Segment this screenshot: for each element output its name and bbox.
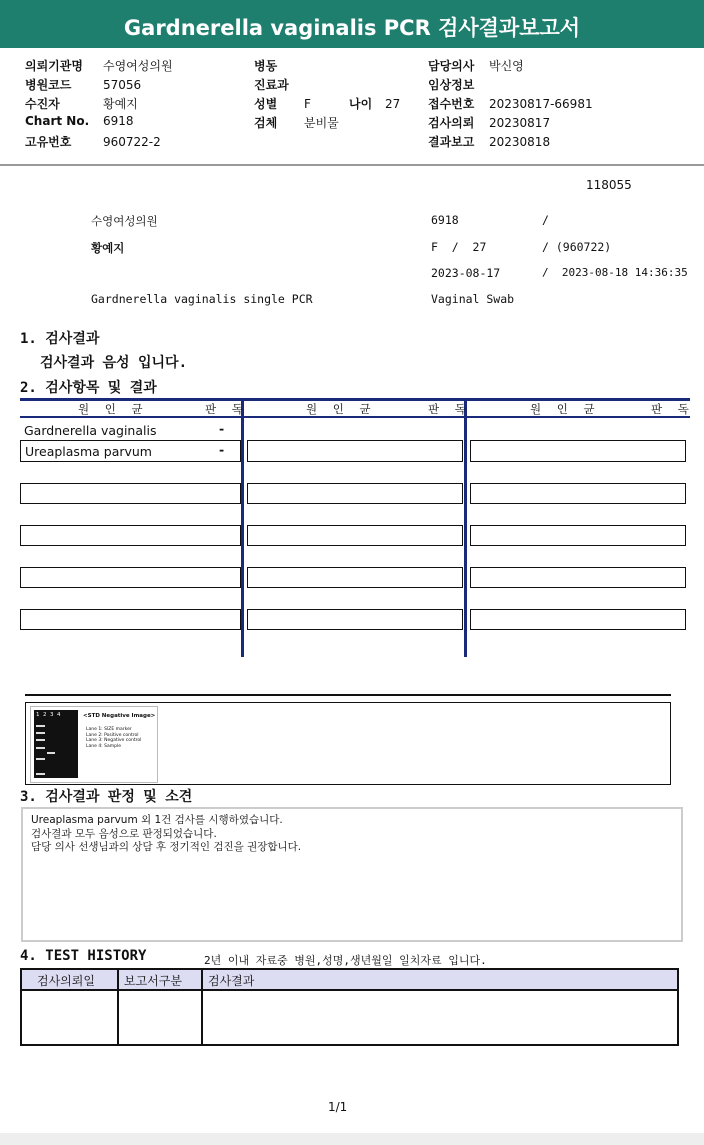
result-cell — [20, 567, 241, 588]
section2-title: 2. 검사항목 및 결과 — [20, 380, 157, 396]
opinion-line: 검사결과 모두 음성으로 판정되었습니다. — [31, 827, 217, 840]
opinion-line: Ureaplasma parvum 외 1건 검사를 시행하였습니다. — [31, 814, 283, 826]
report-title: Gardnerella vaginalis PCR 검사결과보고서 — [0, 0, 704, 48]
header-col3 — [428, 57, 593, 152]
header-col2 — [254, 57, 400, 133]
summary-test-name: Gardnerella vaginalis single PCR — [91, 292, 313, 306]
col-judgement-1: 판 독 — [205, 402, 249, 416]
table-col-divider-2 — [464, 398, 467, 657]
summary-request-date: 2023-08-17 — [431, 266, 501, 280]
summary-clinic: 수영여성의원 — [91, 214, 158, 228]
result-cell — [470, 440, 686, 462]
receipt-no-value: 20230817-66981 — [489, 97, 593, 111]
summary-patient: 황예지 — [91, 241, 125, 255]
opinion-line: 담당 의사 선생님과의 상담 후 정기적인 검진을 권장합니다. — [31, 841, 302, 853]
requesting-clinic-label: 의뢰기관명 — [25, 59, 83, 73]
result-cell — [247, 609, 463, 630]
result-cell — [247, 567, 463, 588]
section3-title: 3. 검사결과 판정 및 소견 — [20, 789, 193, 805]
page-bottom-strip — [0, 1133, 704, 1145]
history-header-row — [22, 970, 677, 991]
section4-title: 4. TEST HISTORY — [20, 948, 147, 964]
summary-birth: / (960722) — [542, 240, 612, 254]
doctor-value: 박신영 — [489, 59, 524, 73]
history-header-type: 보고서구분 — [124, 974, 182, 988]
result-cell — [470, 567, 686, 588]
requesting-clinic-value: 수영여성의원 — [103, 59, 173, 73]
result-cell — [470, 525, 686, 546]
result-row-1-value: - — [219, 421, 225, 436]
section4-note: 2년 이내 자료중 병원,성명,생년월일 일치자료 입니다. — [204, 954, 487, 967]
unique-no-value: 960722-2 — [103, 135, 161, 149]
result-cell — [470, 609, 686, 630]
age-value: 27 — [385, 97, 401, 111]
result-cell — [470, 483, 686, 504]
patient-label: 수진자 — [25, 97, 60, 111]
gel-image — [30, 706, 158, 783]
gel-legend-item: Lane 4: Sample — [86, 743, 121, 749]
clinical-info-label: 임상정보 — [428, 78, 475, 92]
gel-caption: <STD Negative Image> — [83, 713, 156, 719]
specimen-label: 검체 — [254, 116, 278, 130]
result-cell — [247, 525, 463, 546]
table-col-divider-1 — [241, 398, 244, 657]
age-label: 나이 — [349, 97, 373, 111]
gel-lane-numbers: 1 2 3 4 — [36, 712, 61, 718]
section1-title: 1. 검사결과 — [20, 331, 100, 347]
section1-result: 검사결과 음성 입니다. — [40, 355, 188, 371]
request-date-value: 20230817 — [489, 116, 551, 130]
summary-sex-age: F / 27 — [431, 240, 487, 254]
department-label: 진료과 — [254, 78, 289, 92]
history-header-date: 검사의뢰일 — [37, 974, 95, 988]
col-judgement-2: 판 독 — [428, 402, 472, 416]
chart-no-label: Chart No. — [25, 114, 90, 128]
result-cell — [247, 483, 463, 504]
request-date-label: 검사의뢰 — [428, 116, 475, 130]
result-cell — [20, 609, 241, 630]
summary-slash: / — [542, 213, 549, 227]
history-table — [20, 968, 679, 1046]
page-number: 1/1 — [328, 1100, 348, 1114]
result-row-2 — [20, 440, 241, 462]
unique-no-label: 고유번호 — [25, 135, 72, 149]
summary-id: 118055 — [586, 178, 632, 192]
result-row-2-name: Ureaplasma parvum — [25, 444, 152, 459]
col-judgement-3: 판 독 — [651, 402, 695, 416]
result-cell — [20, 483, 241, 504]
chart-no-value: 6918 — [103, 114, 134, 128]
report-date-label: 결과보고 — [428, 135, 475, 149]
opinion-text — [31, 814, 301, 855]
ward-label: 병동 — [254, 59, 278, 73]
receipt-no-label: 접수번호 — [428, 97, 475, 111]
gel-top-rule — [25, 694, 671, 696]
summary-specimen: Vaginal Swab — [431, 292, 515, 306]
doctor-label: 담당의사 — [428, 59, 475, 73]
result-cell — [20, 525, 241, 546]
sex-label: 성별 — [254, 97, 278, 111]
header-divider — [0, 164, 704, 166]
patient-value: 황예지 — [103, 97, 138, 111]
gel-legend — [86, 727, 141, 749]
opinion-box — [21, 807, 683, 942]
gel-legend-item: Lane 2: Positive control — [86, 732, 139, 738]
col-organism-1: 원 인 균 — [78, 402, 149, 416]
specimen-value: 분비물 — [304, 116, 339, 130]
report-date-value: 20230818 — [489, 135, 551, 149]
hospital-code-label: 병원코드 — [25, 78, 72, 92]
gel-legend-item: Lane 3: Negative control — [86, 738, 142, 743]
gel-legend-item: Lane 1: SIZE marker — [86, 727, 132, 732]
col-organism-3: 원 인 균 — [530, 402, 601, 416]
history-col-divider — [201, 970, 203, 1044]
result-cell — [247, 440, 463, 462]
history-header-result: 검사결과 — [208, 974, 255, 988]
summary-chart: 6918 — [431, 213, 459, 227]
gel-photo — [34, 710, 78, 778]
hospital-code-value: 57056 — [103, 78, 142, 92]
result-row-1-name: Gardnerella vaginalis — [24, 423, 157, 438]
history-col-divider — [117, 970, 119, 1044]
col-organism-2: 원 인 균 — [306, 402, 377, 416]
result-row-2-value: - — [219, 442, 225, 457]
sex-value: F — [304, 97, 311, 111]
summary-report-datetime: / 2023-08-18 14:36:35 — [542, 266, 688, 279]
header-col1 — [25, 57, 173, 152]
